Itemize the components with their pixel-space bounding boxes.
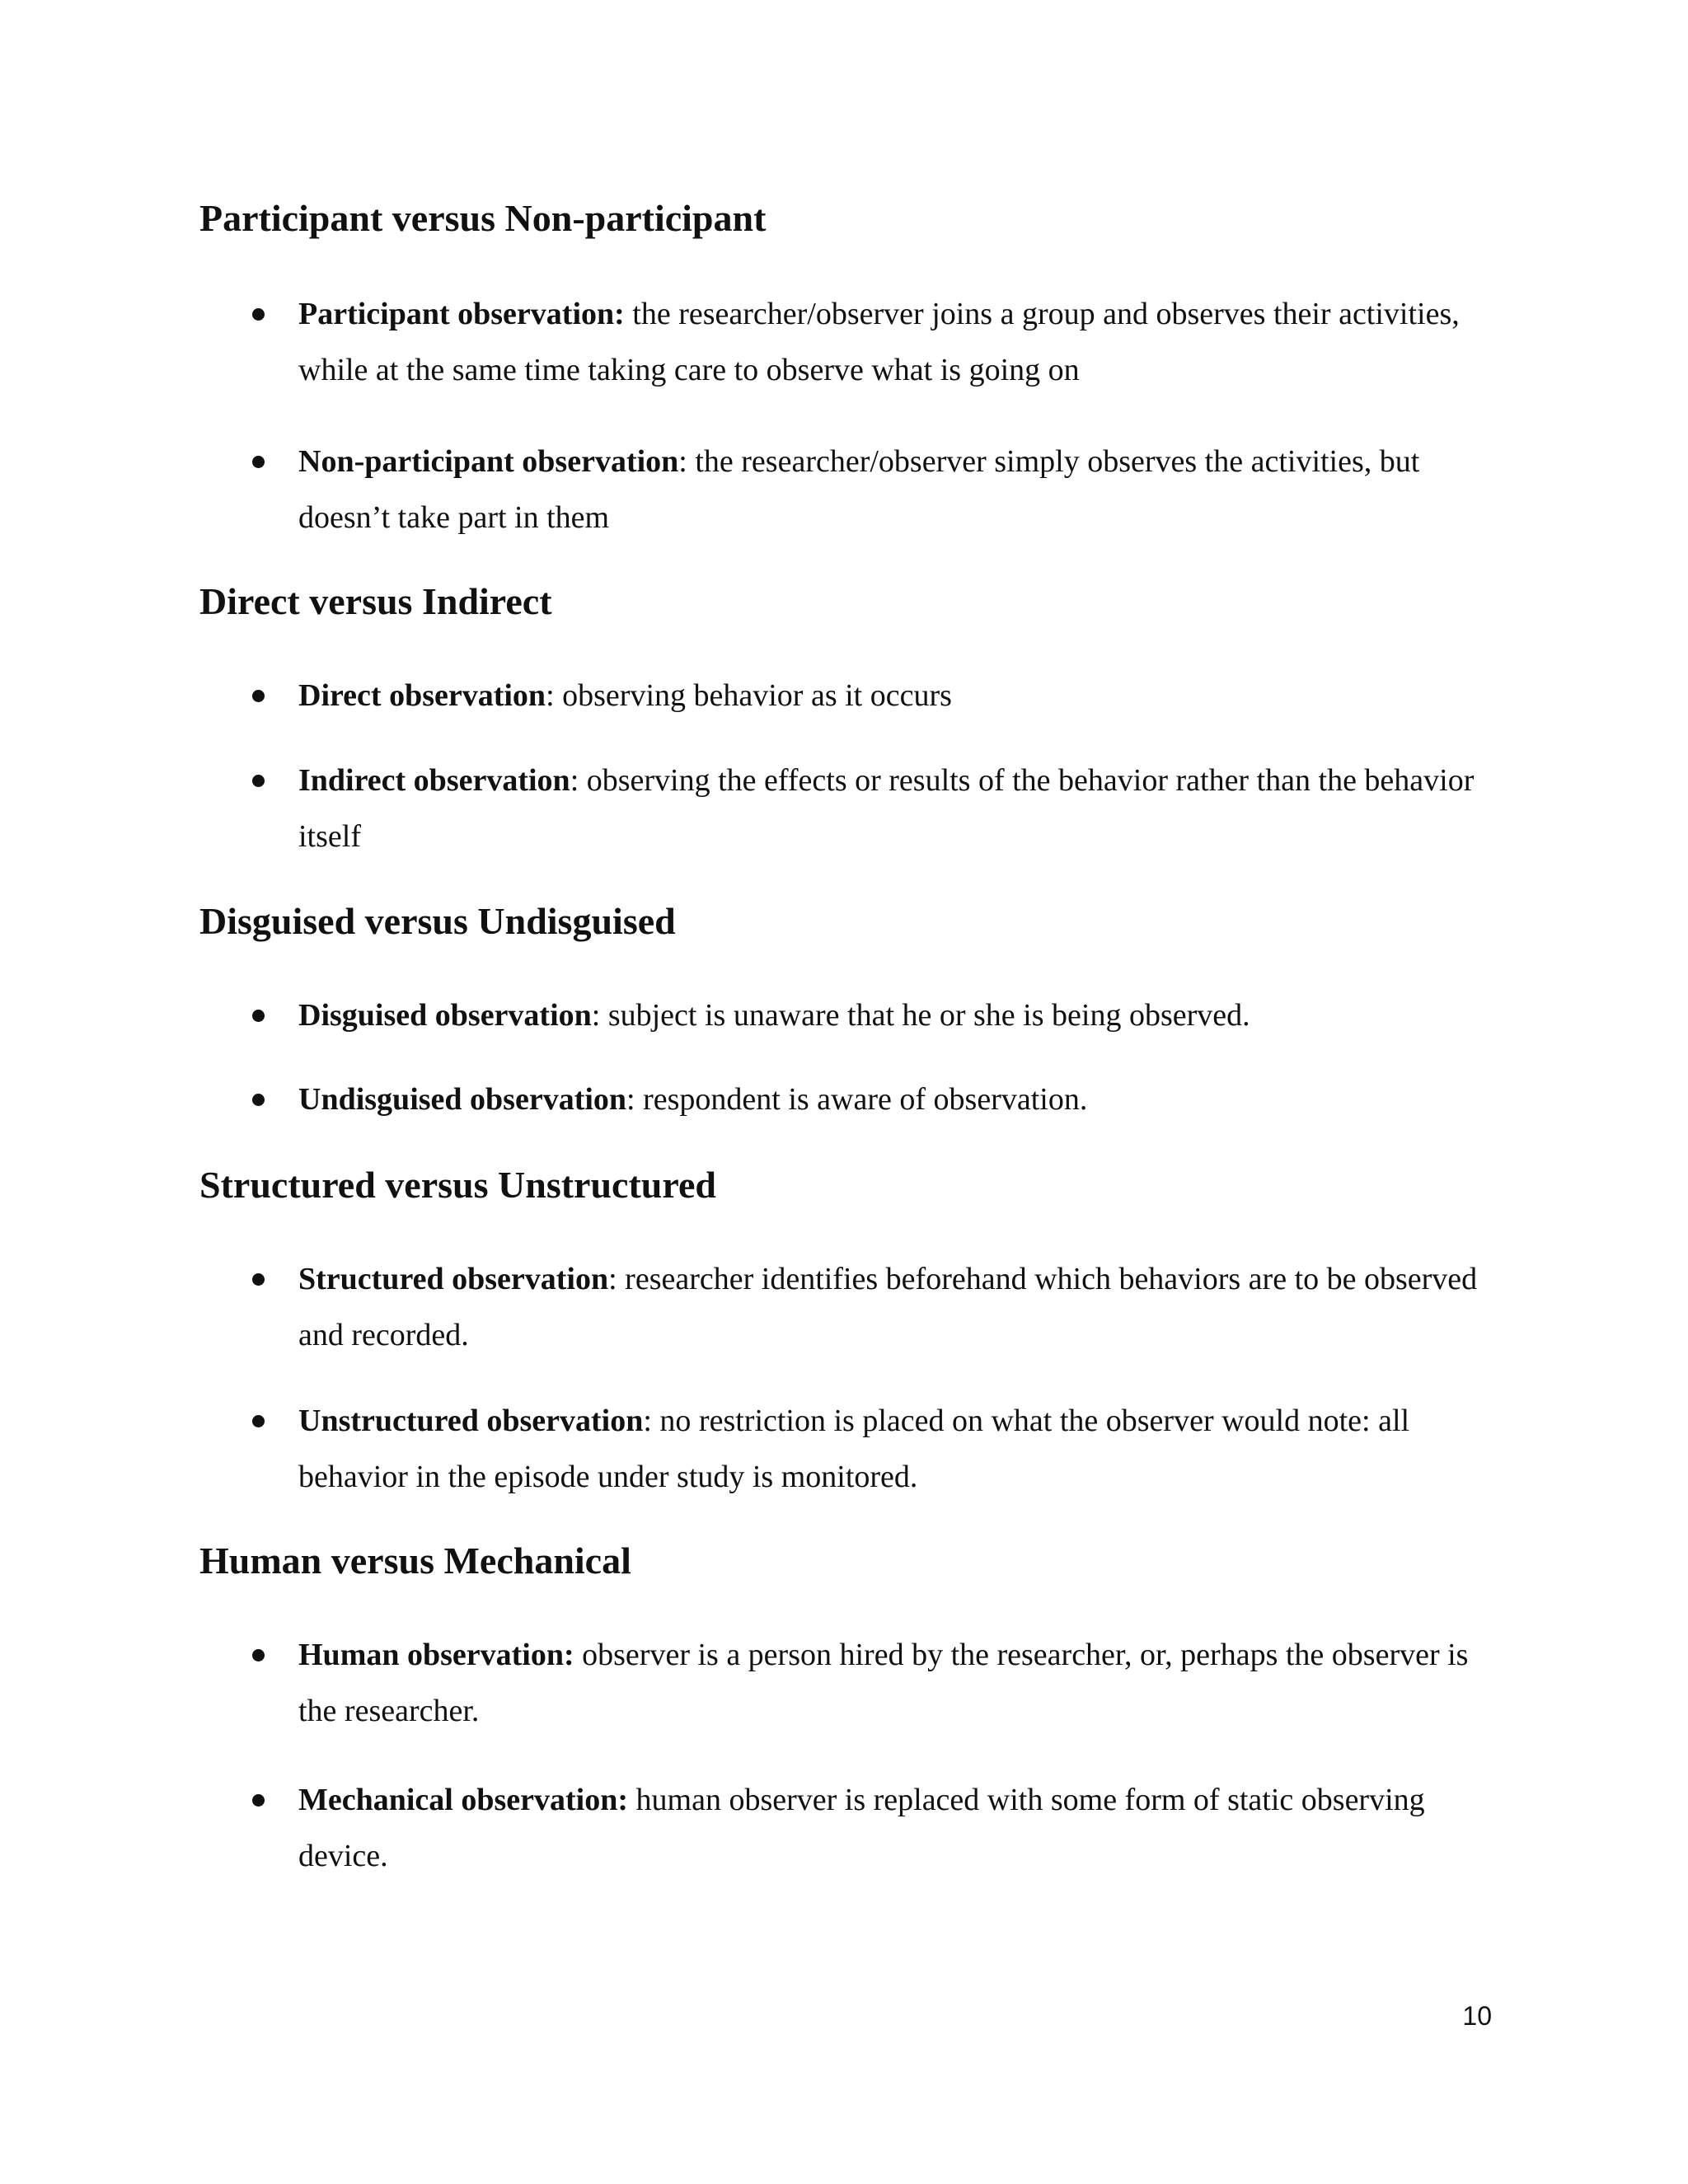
bullet-icon [252, 456, 265, 468]
bullet-icon [252, 308, 265, 321]
list-item-human-observation [298, 1627, 1485, 1739]
term-label: Unstructured observation [298, 1404, 644, 1438]
bullet-icon [252, 775, 265, 787]
section-heading-participant: Participant versus Non-participant [199, 197, 767, 239]
list-item-indirect-observation [298, 752, 1485, 865]
list-item-undisguised-observation [298, 1071, 1485, 1127]
term-label: Indirect observation [298, 763, 570, 798]
definition-text: : subject is unaware that he or she is being observed. [591, 998, 1250, 1033]
list-item-participant-observation [298, 286, 1485, 398]
list-item-direct-observation [298, 668, 1485, 724]
page-number: 10 [1462, 2001, 1492, 2031]
bullet-icon [252, 1094, 265, 1106]
term-label: Human observation: [298, 1638, 574, 1672]
definition-text: observer is a person hired by the researcher, or, perhaps the observer is the researcher. [298, 1638, 1469, 1728]
definition-text: : respondent is aware of observation. [626, 1082, 1088, 1117]
bullet-icon [252, 1010, 265, 1022]
definition-text: : observing behavior as it occurs [546, 678, 952, 713]
definition-text: the researcher/observer joins a group and observes their activities, while at the same time taking care to observe what is going on [298, 297, 1460, 387]
term-label: Disguised observation [298, 998, 592, 1033]
section-heading-human: Human versus Mechanical [199, 1540, 631, 1582]
term-label: Direct observation [298, 678, 546, 713]
definition-text: : the researcher/observer simply observes the activities, but doesn’t take part in them [298, 444, 1420, 535]
definition-text: human observer is replaced with some form of static observing device. [298, 1783, 1425, 1873]
bullet-icon [252, 1415, 265, 1427]
section-heading-disguised: Disguised versus Undisguised [199, 900, 676, 942]
bullet-icon [252, 1273, 265, 1286]
term-label: Participant observation: [298, 297, 625, 331]
definition-text: : researcher identifies beforehand which behaviors are to be observed and recorded. [298, 1262, 1478, 1352]
list-item-disguised-observation [298, 987, 1485, 1043]
list-item-unstructured-observation [298, 1393, 1485, 1505]
section-heading-direct: Direct versus Indirect [199, 580, 552, 622]
definition-text: : no restriction is placed on what the observer would note: all behavior in the episode under study is monitored. [298, 1404, 1410, 1494]
term-label: Mechanical observation: [298, 1783, 629, 1817]
bullet-icon [252, 1649, 265, 1661]
bullet-icon [252, 1794, 265, 1807]
list-item-non-participant-observation [298, 434, 1485, 546]
list-item-structured-observation [298, 1251, 1485, 1363]
term-label: Undisguised observation [298, 1082, 627, 1117]
term-label: Structured observation [298, 1262, 609, 1296]
definition-text: : observing the effects or results of the behavior rather than the behavior itself [298, 763, 1475, 854]
term-label: Non-participant observation [298, 444, 679, 479]
section-heading-structured: Structured versus Unstructured [199, 1164, 716, 1206]
bullet-icon [252, 690, 265, 702]
list-item-mechanical-observation [298, 1772, 1485, 1884]
